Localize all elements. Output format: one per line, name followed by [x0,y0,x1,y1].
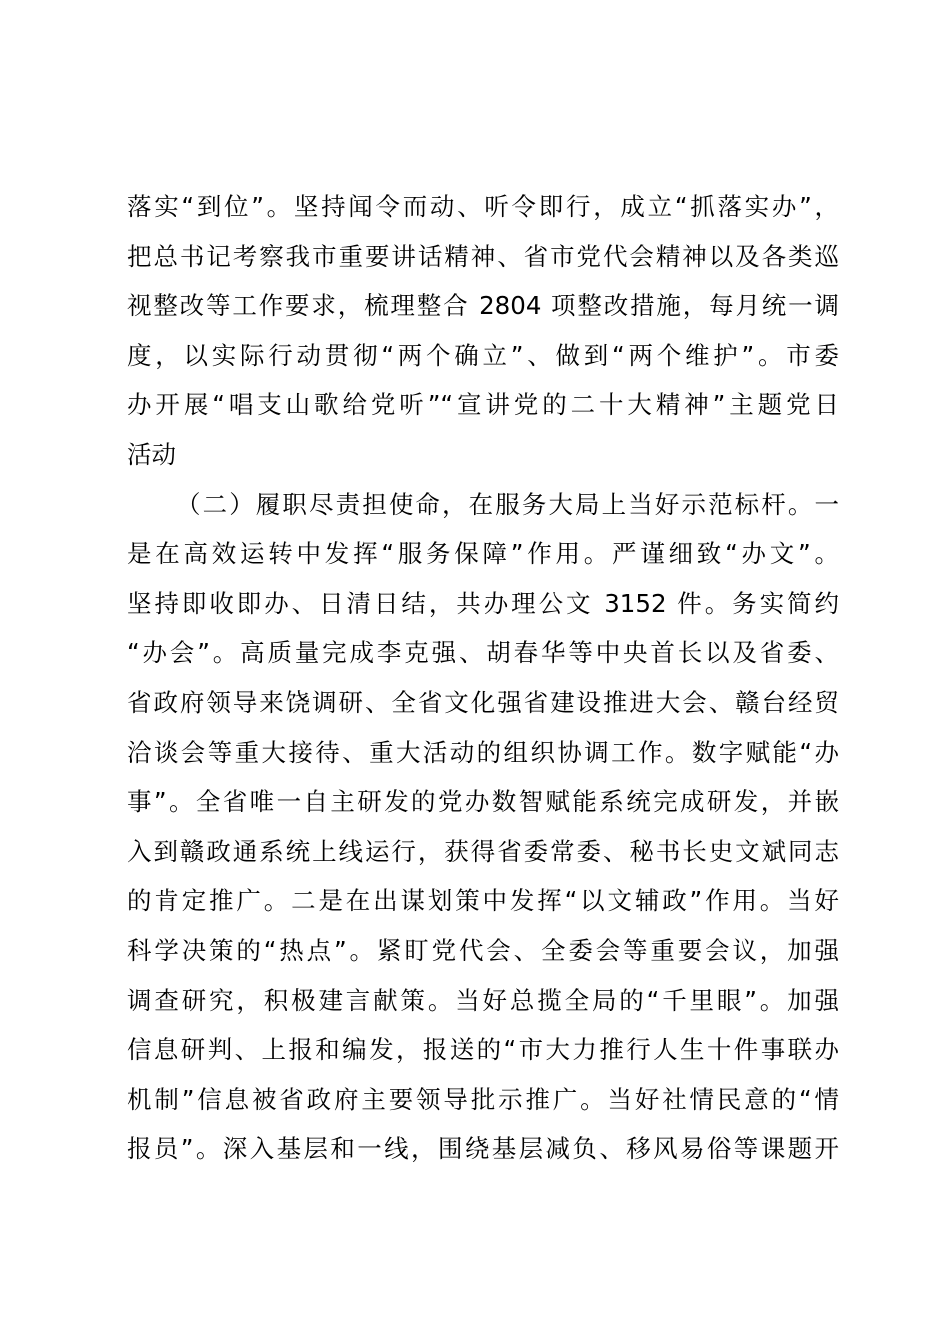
text-line: 入到赣政通系统上线运行，获得省委常委、秘书长史文斌同志 [127,836,839,866]
text-line: 的肯定推广。二是在出谋划策中发挥“以文辅政”作用。当好 [127,886,839,916]
text-line: 省政府领导来饶调研、全省文化强省建设推进大会、赣台经贸 [127,687,839,717]
text-line: 是在高效运转中发挥“服务保障”作用。严谨细致“办文”。 [127,539,839,569]
text-line: 调查研究，积极建言献策。当好总揽全局的“千里眼”。加强 [127,985,839,1015]
text-line: 机制”信息被省政府主要领导批示推广。当好社情民意的“情 [127,1084,839,1114]
text-line: 报员”。深入基层和一线，围绕基层减负、移风易俗等课题开 [127,1134,839,1164]
text-line: 办开展“唱支山歌给党听”“宣讲党的二十大精神”主题党日 [127,390,839,420]
text-line: 把总书记考察我市重要讲话精神、省市党代会精神以及各类巡 [127,241,839,271]
text-line: 科学决策的“热点”。紧盯党代会、全委会等重要会议，加强 [127,935,839,965]
text-line: 事”。全省唯一自主研发的党办数智赋能系统完成研发，并嵌 [127,787,839,817]
text-line: 落实“到位”。坚持闻令而动、听令即行，成立“抓落实办”， [127,192,839,221]
document-body [127,182,839,1174]
text-line: 度，以实际行动贯彻“两个确立”、做到“两个维护”。市委 [127,340,839,370]
text-line: “办会”。高质量完成李克强、胡春华等中央首长以及省委、 [127,638,839,668]
text-line: 视整改等工作要求，梳理整合 2804 项整改措施，每月统一调 [127,291,839,321]
paragraph-first-line: （二）履职尽责担使命，在服务大局上当好示范标杆。一 [176,489,839,519]
text-line: 活动 [127,439,176,469]
text-line: 坚持即收即办、日清日结，共办理公文 3152 件。务实简约 [127,588,839,618]
text-line: 信息研判、上报和编发，报送的“市大力推行人生十件事联办 [127,1035,839,1065]
text-line: 洽谈会等重大接待、重大活动的组织协调工作。数字赋能“办 [127,737,839,767]
